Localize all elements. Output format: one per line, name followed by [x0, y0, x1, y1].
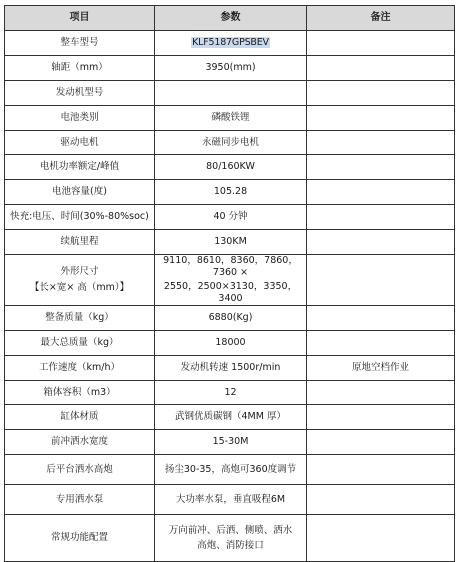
- table-row: [5, 255, 455, 306]
- table-row: [5, 180, 455, 205]
- row-value: 6880(Kg): [155, 306, 307, 331]
- row-note: [307, 381, 455, 405]
- row-value: 130KM: [155, 230, 307, 255]
- row-item: 后平台洒水高炮: [5, 455, 155, 485]
- table-row: [5, 331, 455, 356]
- row-note: [307, 405, 455, 430]
- row-note: [307, 106, 455, 131]
- table-row: [5, 405, 455, 430]
- model-number: KLF5187GPSBEV: [192, 37, 269, 48]
- table-row: [5, 381, 455, 405]
- row-value: [155, 81, 307, 106]
- row-note: [307, 306, 455, 331]
- row-item: 最大总质量（kg）: [5, 331, 155, 356]
- header-param: 参数: [155, 6, 307, 31]
- table-row: [5, 356, 455, 381]
- row-item: 工作速度（km/h）: [5, 356, 155, 381]
- row-value: 15-30M: [155, 430, 307, 455]
- row-note: 原地空档作业: [307, 356, 455, 381]
- table-row: [5, 31, 455, 56]
- row-note: [307, 31, 455, 56]
- config-line-1: 万向前冲、后洒、侧喷、洒水: [168, 524, 293, 536]
- table-row: [5, 515, 455, 562]
- row-note: [307, 56, 455, 81]
- config-line-2: 高炮、消防接口: [197, 539, 264, 551]
- table-row: [5, 430, 455, 455]
- row-note: [307, 180, 455, 205]
- row-note: [307, 515, 455, 562]
- dimensions-width-height-values: 2550，2500×3130，3350，3400: [163, 281, 298, 304]
- row-note: [307, 81, 455, 106]
- row-value: 永磁同步电机: [155, 131, 307, 155]
- row-value: 18000: [155, 331, 307, 356]
- row-note: [307, 230, 455, 255]
- table-row: [5, 131, 455, 155]
- row-value: [155, 255, 307, 306]
- row-value: 磷酸铁锂: [155, 106, 307, 131]
- row-note: [307, 255, 455, 306]
- dimensions-length-values: 9110，8610，8360，7860，7360 ×: [163, 255, 298, 278]
- row-value: 大功率水泵，垂直吸程6M: [155, 485, 307, 515]
- row-item: 专用洒水泵: [5, 485, 155, 515]
- row-note: [307, 331, 455, 356]
- row-item: 发动机型号: [5, 81, 155, 106]
- row-item: 前冲洒水宽度: [5, 430, 155, 455]
- table-header-row: [5, 6, 455, 31]
- table-row: [5, 81, 455, 106]
- table-row: [5, 56, 455, 81]
- row-note: [307, 455, 455, 485]
- table-row: [5, 455, 455, 485]
- table-row: [5, 106, 455, 131]
- row-item: 常规功能配置: [5, 515, 155, 562]
- row-value: 80/160KW: [155, 155, 307, 180]
- row-value: 发动机转速 1500r/min: [155, 356, 307, 381]
- row-value: 3950(mm): [155, 56, 307, 81]
- row-item: 整备质量（kg）: [5, 306, 155, 331]
- row-item: 缸体材质: [5, 405, 155, 430]
- row-item: 轴距（mm）: [5, 56, 155, 81]
- row-note: [307, 131, 455, 155]
- table-row: [5, 155, 455, 180]
- table-row: [5, 306, 455, 331]
- row-item: 电机功率额定/峰值: [5, 155, 155, 180]
- row-value: 40 分钟: [155, 205, 307, 230]
- row-item: 整车型号: [5, 31, 155, 56]
- row-item: 电池容量(度): [5, 180, 155, 205]
- row-item: 驱动电机: [5, 131, 155, 155]
- spec-table: [4, 5, 455, 562]
- row-item: 箱体容积（m3）: [5, 381, 155, 405]
- row-item: 电池类别: [5, 106, 155, 131]
- row-value: [155, 515, 307, 562]
- table-row: [5, 230, 455, 255]
- row-value: [155, 31, 307, 56]
- row-value: 12: [155, 381, 307, 405]
- row-value: 扬尘30-35，高炮可360度调节: [155, 455, 307, 485]
- table-row: [5, 205, 455, 230]
- row-item: [5, 255, 155, 306]
- table-row: [5, 485, 455, 515]
- header-note: 备注: [307, 6, 455, 31]
- header-item: 项目: [5, 6, 155, 31]
- row-item: 快充:电压、时间(30%-80%soc): [5, 205, 155, 230]
- row-value: 105.28: [155, 180, 307, 205]
- row-item: 续航里程: [5, 230, 155, 255]
- row-note: [307, 205, 455, 230]
- row-note: [307, 430, 455, 455]
- dimensions-label: 外形尺寸: [60, 266, 99, 277]
- row-value: 武钢优质碳钢（4MM 厚）: [155, 405, 307, 430]
- row-note: [307, 155, 455, 180]
- dimensions-unit-label: 【长×宽× 高（mm）】: [29, 282, 130, 293]
- row-note: [307, 485, 455, 515]
